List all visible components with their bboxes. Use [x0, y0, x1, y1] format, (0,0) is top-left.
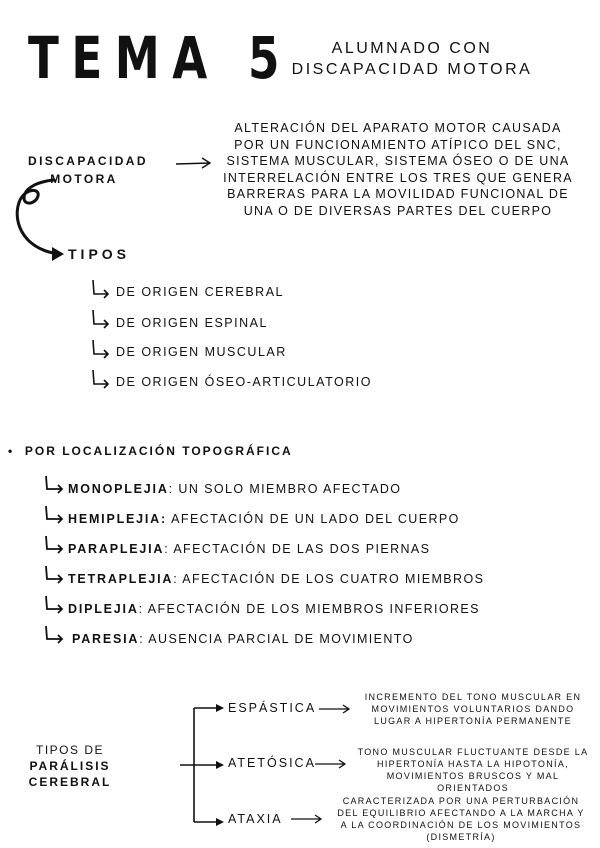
localizacion-sep: :: [164, 542, 170, 556]
localizacion-desc: AFECTACIÓN DE LAS DOS PIERNAS: [169, 542, 431, 556]
tipos-heading: TIPOS: [68, 246, 131, 262]
localizacion-term: HEMIPLEJIA:: [68, 512, 167, 526]
localizacion-heading-text: POR LOCALIZACIÓN TOPOGRÁFICA: [24, 444, 293, 458]
subtitle-line-1: ALUMNADO CON: [331, 40, 493, 57]
arrow-right-icon: [314, 757, 348, 771]
page-title: TEMA 5: [28, 24, 292, 92]
localizacion-desc: AFECTACIÓN DE LOS CUATRO MIEMBROS: [178, 572, 485, 586]
paralisis-label: [8, 742, 132, 790]
arrow-right-icon: [174, 154, 214, 172]
localizacion-item: [68, 542, 430, 556]
tipo-item: DE ORIGEN ÓSEO-ARTICULATORIO: [116, 375, 372, 389]
paralisis-desc: INCREMENTO DEL TONO MUSCULAR EN MOVIMIENTOS VOLUNTARIOS DANDO LUGAR A HIPERTONÍA PERMANENTE: [364, 692, 582, 726]
localizacion-sep: :: [139, 632, 145, 646]
paralisis-desc: TONO MUSCULAR FLUCTUANTE DESDE LA HIPERTONÍA HASTA LA HIPOTONÍA, MOVIMIENTOS BRUSCOS Y MAL ORIENTADOS: [357, 747, 589, 793]
localizacion-term: DIPLEJIA: [68, 602, 139, 616]
definition-term-line-2: MOTORA: [50, 172, 118, 186]
localizacion-sep: :: [173, 572, 179, 586]
hook-arrow-icon: [90, 368, 112, 390]
localizacion-desc: UN SOLO MIEMBRO AFECTADO: [173, 482, 402, 496]
hook-arrow-icon: [42, 624, 66, 646]
localizacion-item: [68, 482, 401, 496]
tipo-item: DE ORIGEN ESPINAL: [116, 316, 268, 330]
paralisis-type: ATETÓSICA: [228, 756, 316, 770]
hook-arrow-icon: [90, 308, 112, 330]
localizacion-desc: AFECTACIÓN DE LOS MIEMBROS INFERIORES: [143, 602, 480, 616]
paralisis-label-line-1: TIPOS DE: [35, 743, 104, 757]
hook-arrow-icon: [42, 534, 66, 556]
arrow-right-icon: [318, 702, 352, 716]
localizacion-item: [68, 572, 484, 586]
curved-arrow-icon: [6, 170, 70, 266]
localizacion-heading: [8, 444, 293, 458]
localizacion-desc: AFECTACIÓN DE UN LADO DEL CUERPO: [166, 512, 460, 526]
localizacion-sep: :: [168, 482, 174, 496]
definition-term-line-1: DISCAPACIDAD: [28, 154, 148, 168]
subtitle-line-2: DISCAPACIDAD MOTORA: [291, 61, 533, 78]
localizacion-term: MONOPLEJIA: [68, 482, 169, 496]
hook-arrow-icon: [90, 278, 112, 300]
localizacion-sep: :: [138, 602, 144, 616]
localizacion-term: TETRAPLEJIA: [68, 572, 174, 586]
bullet-dot-icon: •: [8, 444, 25, 458]
hook-arrow-icon: [90, 338, 112, 360]
page-subtitle: [262, 38, 562, 80]
localizacion-desc: AUSENCIA PARCIAL DE MOVIMIENTO: [144, 632, 414, 646]
localizacion-item: [68, 512, 460, 526]
localizacion-term: PARESIA: [72, 632, 140, 646]
hook-arrow-icon: [42, 564, 66, 586]
paralisis-type: ESPÁSTICA: [228, 701, 317, 715]
tipo-item: DE ORIGEN CEREBRAL: [116, 285, 285, 299]
tipo-item: DE ORIGEN MUSCULAR: [116, 345, 287, 359]
definition-text: ALTERACIÓN DEL APARATO MOTOR CAUSADA POR UN FUNCIONAMIENTO ATÍPICO DEL SNC, SISTEMA MUSCULAR, SISTEMA ÓSEO O DE UNA INTERRELACIÓN ENTRE LOS TRES QUE GENERA BARRERAS PARA LA MOVILIDAD FUNCIONAL DE UNA O DE DIVERSAS PARTES DEL CUERPO: [223, 121, 573, 218]
hook-arrow-icon: [42, 594, 66, 616]
paralisis-type: ATAXIA: [228, 812, 283, 826]
paralisis-desc: CARACTERIZADA POR UNA PERTURBACIÓN DEL EQUILIBRIO AFECTANDO A LA MARCHA Y A LA COORDINACIÓN DE LOS MOVIMIENTOS (DISMETRÍA): [337, 796, 585, 842]
hook-arrow-icon: [42, 504, 66, 526]
bracket-arrows-icon: [180, 700, 230, 830]
localizacion-item: [68, 602, 480, 616]
paralisis-label-line-2: PARÁLISIS CEREBRAL: [28, 759, 112, 789]
hook-arrow-icon: [42, 474, 66, 496]
localizacion-term: PARAPLEJIA: [68, 542, 165, 556]
arrow-right-icon: [290, 812, 324, 826]
localizacion-item: [72, 632, 414, 646]
